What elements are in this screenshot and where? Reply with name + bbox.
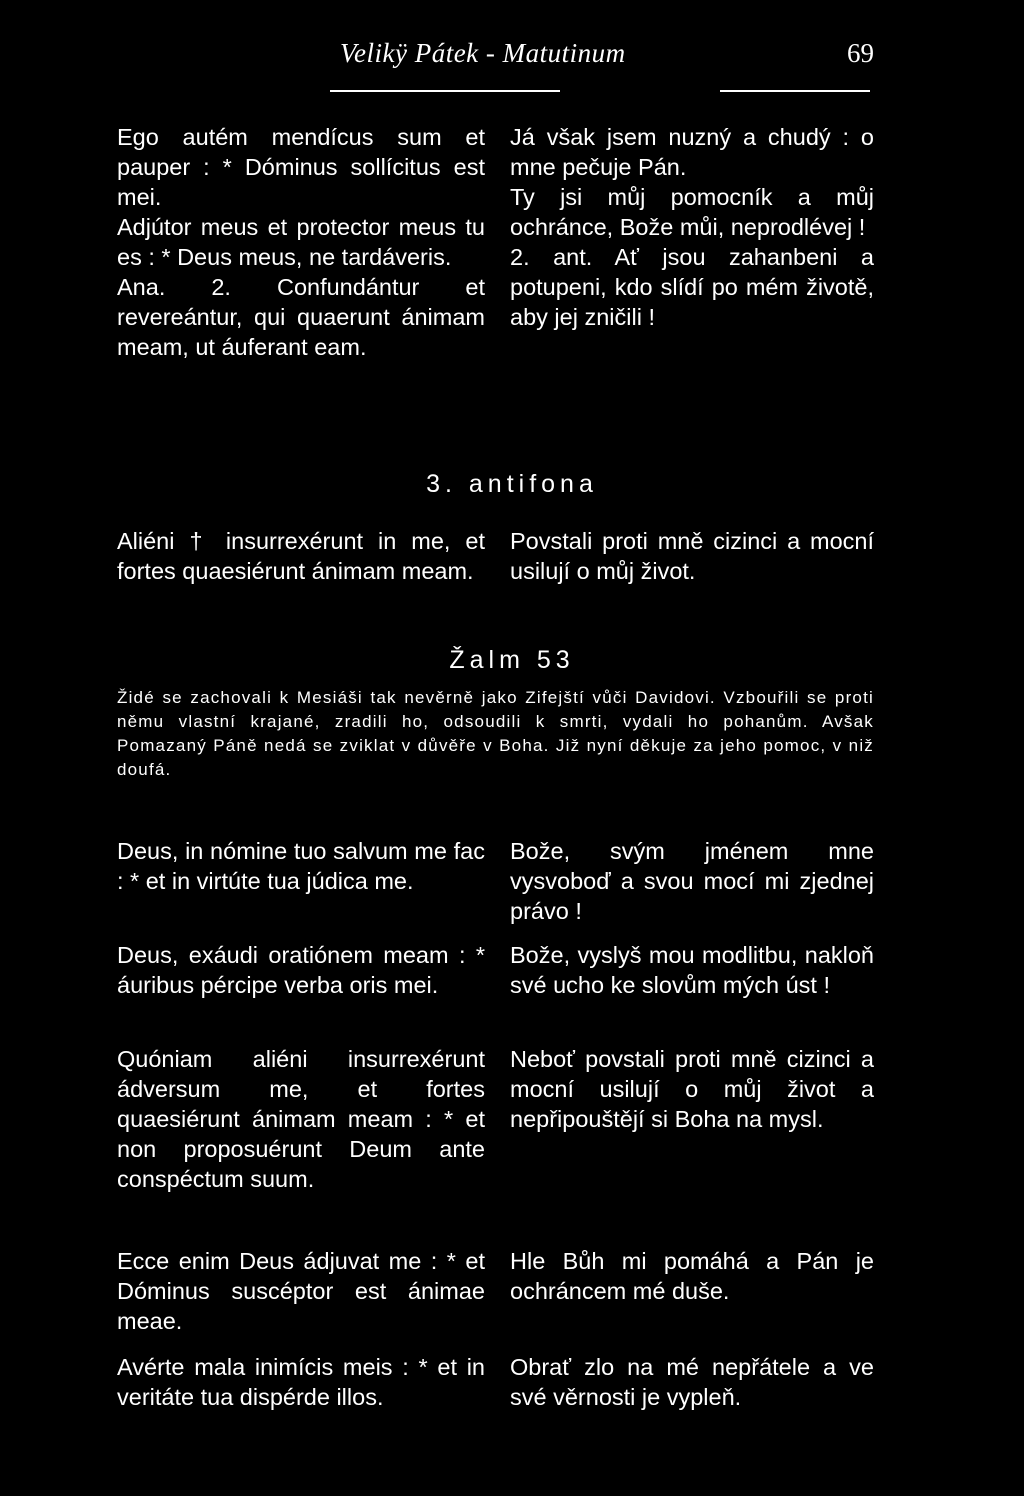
latin-verse: Quóniam aliéni insurrexérunt ádversum me, et fortes quaesiérunt ánimam meam : * et non proposuérunt Deum ante conspéctum suum.: [117, 1046, 485, 1192]
header-rule-right: [720, 90, 870, 92]
latin-antiphon: Aliéni † insurrexérunt in me, et fortes quaesiérunt ánimam meam.: [117, 528, 485, 584]
latin-verse: Adjútor meus et protector meus tu es : * Deus meus, ne tardáveris.: [117, 214, 485, 270]
czech-verse: Hle Bůh mi pomáhá a Pán je ochráncem mé duše.: [510, 1248, 874, 1304]
latin-column: [117, 1352, 485, 1412]
czech-verse: Bože, svým jménem mne vysvoboď a svou mocí mi zjednej právo !: [510, 838, 874, 924]
latin-column: [117, 836, 485, 896]
czech-verse: Neboť povstali proti mně cizinci a mocní usilují o můj život a nepřipouštějí si Boha na mysl.: [510, 1046, 874, 1132]
verse-pair: [0, 836, 1024, 940]
czech-column: [510, 1246, 874, 1306]
running-title: Velikÿ Pátek - Matutinum: [340, 38, 626, 68]
czech-column: [510, 836, 874, 926]
latin-verse: Ecce enim Deus ádjuvat me : * et Dóminus suscéptor est ánimae meae.: [117, 1248, 485, 1334]
psalm-heading: Žalm 53: [449, 646, 575, 674]
czech-verse: Bože, vyslyš mou modlitbu, nakloň své ucho ke slovům mých úst !: [510, 942, 874, 998]
latin-verse: Ana. 2. Confundántur et revereántur, qui quaerunt ánimam meam, ut áuferant eam.: [117, 274, 485, 360]
czech-verse: Ty jsi můj pomocník a můj ochránce, Bože můi, neprodlévej !: [510, 184, 874, 240]
verse-pair: [0, 940, 1024, 1044]
latin-verse: Deus, exáudi oratiónem meam : * áuribus pércipe verba oris mei.: [117, 942, 485, 998]
czech-antiphon: Povstali proti mně cizinci a mocní usilují o můj život.: [510, 528, 874, 584]
czech-column: [510, 122, 874, 332]
czech-column: [510, 1044, 874, 1134]
antiphon-heading: 3. antifona: [426, 470, 598, 498]
latin-verse: Ego autém mendícus sum et pauper : * Dóminus sollícitus est mei.: [117, 124, 485, 210]
czech-verse: Obrať zlo na mé nepřátele a ve své věrnosti je vypleň.: [510, 1354, 874, 1410]
latin-column: [117, 526, 485, 586]
latin-column: [117, 940, 485, 1000]
latin-column: [117, 122, 485, 362]
psalm-summary: Židé se zachovali k Mesiáši tak nevěrně jako Zifejští vůči Davidovi. Vzbouřili se proti němu vlastní krajané, zradili ho, odsoudili k smrti, vydali ho pohanům. Avšak Pomazaný Páně nedá se zviklat v důvěře v Boha. Již nyní děkuje za jeho pomoc, v niž doufá.: [117, 688, 874, 779]
page-number: 69: [847, 38, 874, 68]
verse-pair: [0, 1246, 1024, 1352]
psalm-verses: [0, 836, 1024, 1456]
czech-column: [510, 940, 874, 1000]
verse-pair: [0, 1352, 1024, 1456]
verse-pair: [0, 1044, 1024, 1246]
czech-verse: Já však jsem nuzný a chudý : o mne pečuje Pán.: [510, 124, 874, 180]
latin-column: [117, 1246, 485, 1336]
czech-verse: 2. ant. Ať jsou zahanbeni a potupeni, kdo slídí po mém životě, aby jej zničili !: [510, 244, 874, 330]
czech-column: [510, 526, 874, 586]
header-rule: [330, 90, 560, 92]
page-header: [0, 38, 1024, 72]
latin-verse: Avérte mala inimícis meis : * et in veritáte tua dispérde illos.: [117, 1354, 485, 1410]
latin-column: [117, 1044, 485, 1194]
czech-column: [510, 1352, 874, 1412]
latin-verse: Deus, in nómine tuo salvum me fac : * et in virtúte tua júdica me.: [117, 838, 485, 894]
